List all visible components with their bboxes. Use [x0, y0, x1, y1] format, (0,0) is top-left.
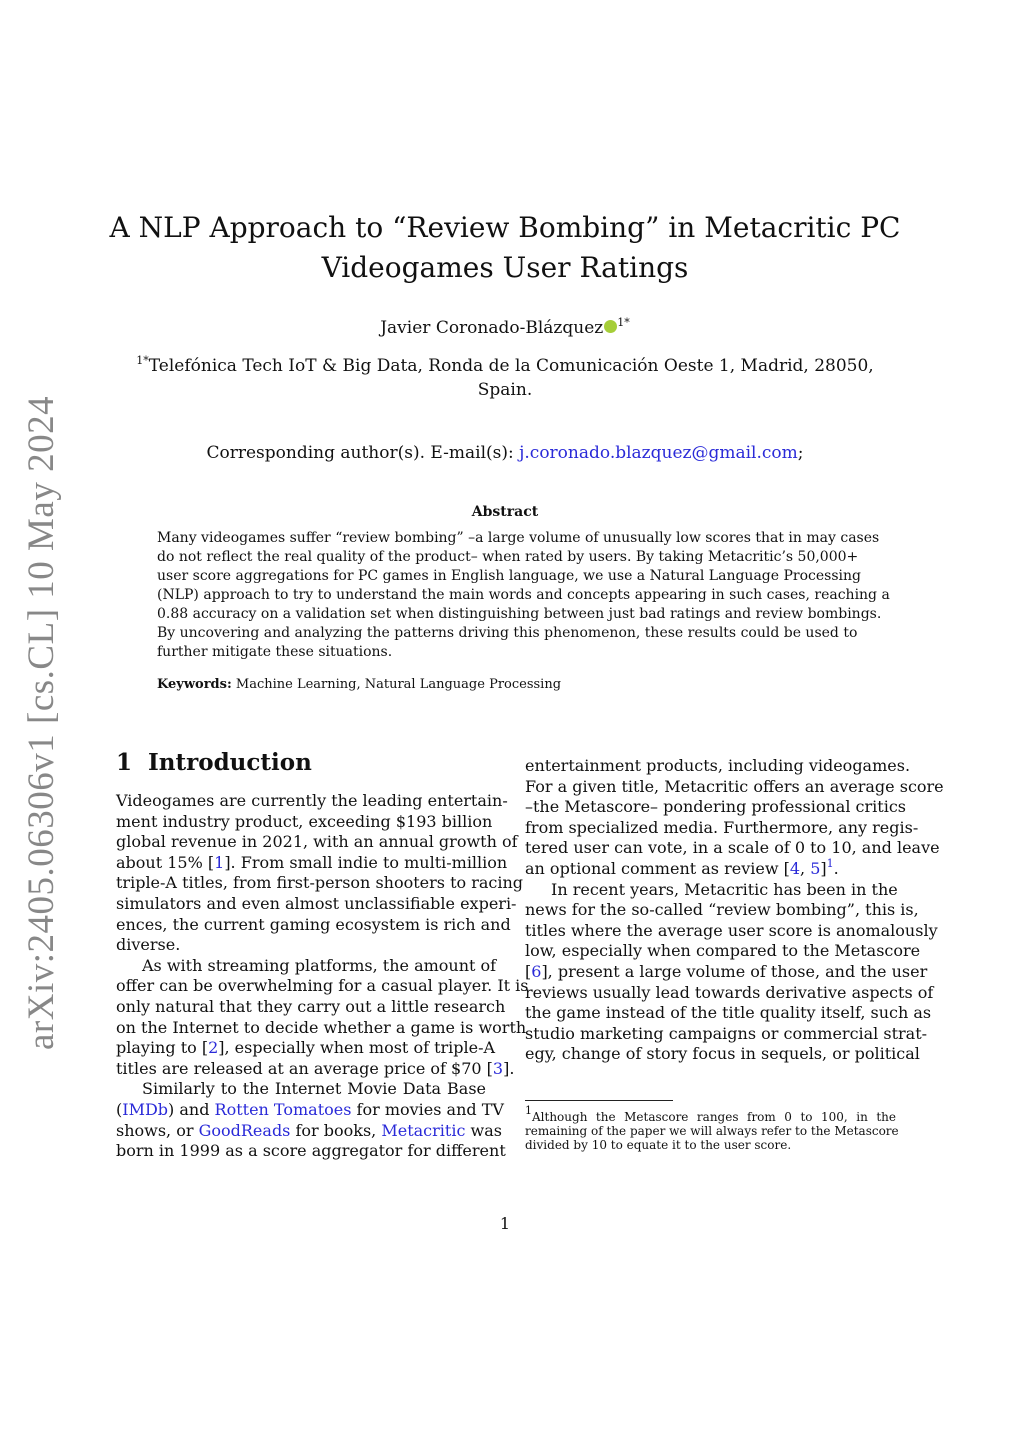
title-line-1: A NLP Approach to “Review Bombing” in Metacritic PC	[109, 211, 901, 244]
footnote-mark[interactable]: 1	[826, 856, 834, 870]
abstract-line: user score aggregations for PC games in English language, we use a Natural Language Processing	[157, 568, 861, 584]
text-line: titles where the average user score is anomalously	[525, 920, 938, 940]
text-part: titles are released at an average price of $70 [	[116, 1058, 493, 1078]
affiliation-line-1: Telefónica Tech IoT & Big Data, Ronda de la Comunicación Oeste 1, Madrid, 28050,	[148, 356, 874, 376]
left-column	[116, 791, 529, 1162]
author-mark: 1*	[617, 316, 630, 329]
text-line	[116, 1120, 502, 1142]
arxiv-identifier: arXiv:2405.06306v1 [cs.CL] 10 May 2024	[21, 395, 62, 1050]
corresponding-author	[0, 441, 1010, 465]
text-line	[116, 1038, 496, 1059]
text-part: was	[465, 1120, 502, 1140]
text-part: ], especially when most of triple-A	[218, 1038, 496, 1058]
metacritic-link[interactable]: Metacritic	[381, 1120, 466, 1140]
footnote-line: remaining of the paper we will always refer to the Metascore	[525, 1124, 899, 1138]
text-line: on the Internet to decide whether a game is worth	[116, 1017, 527, 1037]
text-line: from specialized media. Furthermore, any regis-	[525, 817, 919, 837]
orcid-icon[interactable]	[604, 320, 617, 333]
affiliation-line-2: Spain.	[477, 380, 533, 400]
text-part: Although the Metascore ranges from 0 to 100, in the	[532, 1110, 896, 1124]
text-part: about 15% [	[116, 852, 215, 872]
citation-link[interactable]: 4	[789, 858, 801, 878]
rotten-tomatoes-link[interactable]: Rotten Tomatoes	[214, 1099, 352, 1119]
goodreads-link[interactable]: GoodReads	[198, 1120, 291, 1140]
corresponding-suffix: ;	[797, 443, 804, 463]
right-column	[525, 756, 944, 1065]
abstract-body	[157, 529, 890, 662]
text-part: for books,	[290, 1120, 382, 1140]
text-part: ]	[820, 858, 827, 878]
text-line: Videogames are currently the leading entertain-	[116, 791, 508, 810]
keywords	[157, 677, 561, 692]
text-part: [	[525, 961, 532, 981]
text-line: global revenue in 2021, with an annual growth of	[116, 832, 518, 852]
text-line: –the Metascore– pondering professional critics	[525, 797, 906, 817]
keywords-label: Keywords:	[157, 677, 232, 692]
footnote-rule	[525, 1100, 673, 1101]
citation-link[interactable]: 1	[214, 852, 225, 872]
text-line: reviews usually lead towards derivative aspects of	[525, 982, 934, 1002]
imdb-link[interactable]: IMDb	[122, 1099, 169, 1119]
text-line: triple-A titles, from first-person shooters to racing	[116, 873, 524, 893]
text-line: the game instead of the title quality itself, such as	[525, 1003, 932, 1023]
citation-link[interactable]: 5	[810, 858, 821, 878]
text-line: offer can be overwhelming for a casual player. It is	[116, 976, 529, 996]
text-line	[116, 1058, 515, 1080]
footnote-line: divided by 10 to equate it to the user score.	[525, 1138, 792, 1152]
text-part: .	[833, 858, 839, 878]
text-part: ,	[800, 858, 811, 878]
text-line: For a given title, Metacritic offers an average score	[525, 776, 944, 796]
abstract-line: By uncovering and analyzing the patterns driving this phenomenon, these results could be used to	[157, 625, 858, 641]
text-line	[525, 961, 928, 983]
footnote	[525, 1104, 899, 1152]
text-line: ment industry product, exceeding $193 billion	[116, 811, 493, 831]
text-line: diverse.	[116, 935, 181, 955]
footnote-number: 1	[525, 1104, 532, 1117]
affiliation-mark: 1*	[136, 354, 149, 367]
citation-link[interactable]: 6	[531, 961, 542, 981]
footnote-line	[525, 1104, 896, 1124]
text-part: ) and	[168, 1099, 215, 1119]
affiliation	[0, 354, 1010, 402]
text-part: playing to [	[116, 1038, 209, 1058]
section-heading	[116, 749, 312, 776]
abstract-line: further mitigate these situations.	[157, 644, 393, 660]
abstract-line: (NLP) approach to try to understand the main words and concepts appearing in such cases, reaching a	[157, 587, 890, 603]
text-line: ences, the current gaming ecosystem is rich and	[116, 914, 511, 934]
author-line	[0, 316, 1010, 340]
citation-link[interactable]: 3	[492, 1058, 504, 1078]
text-line: simulators and even almost unclassifiable experi-	[116, 893, 517, 913]
abstract-heading: Abstract	[471, 504, 539, 520]
text-part: ], present a large volume of those, and the user	[541, 961, 928, 981]
text-line: entertainment products, including videogames.	[525, 756, 911, 775]
text-line: born in 1999 as a score aggregator for different	[116, 1141, 506, 1161]
text-part: (	[116, 1099, 123, 1119]
text-part: ].	[503, 1058, 515, 1078]
text-part: an optional comment as review [	[525, 858, 790, 878]
text-line: news for the so-called “review bombing”, this is,	[525, 900, 919, 920]
section-title: Introduction	[148, 749, 312, 776]
corresponding-label: Corresponding author(s). E-mail(s):	[206, 443, 520, 463]
text-line	[116, 852, 508, 874]
text-line: low, especially when compared to the Metascore	[525, 941, 921, 961]
text-part: ]. From small indie to multi-million	[224, 852, 508, 872]
text-line: As with streaming platforms, the amount of	[142, 955, 497, 975]
text-line	[116, 1099, 504, 1121]
text-line: Similarly to the Internet Movie Data Base	[142, 1079, 486, 1099]
paper-title	[0, 208, 1010, 288]
keywords-text: Machine Learning, Natural Language Processing	[231, 677, 562, 692]
text-line: only natural that they carry out a little research	[116, 996, 506, 1016]
abstract-line: Many videogames suffer “review bombing” –a large volume of unusually low scores that in may cases	[157, 530, 880, 546]
author-name: Javier Coronado-Blázquez	[380, 318, 604, 338]
email-link[interactable]: j.coronado.blazquez@gmail.com	[519, 443, 798, 463]
abstract-line: do not reflect the real quality of the product– when rated by users. By taking Metacritic’s 50,000+	[157, 549, 859, 565]
page-number: 1	[499, 1214, 511, 1233]
citation-link[interactable]: 2	[208, 1038, 219, 1058]
text-line	[525, 856, 896, 880]
title-line-2: Videogames User Ratings	[321, 251, 689, 284]
text-line: studio marketing campaigns or commercial strat-	[525, 1023, 928, 1043]
section-number: 1	[116, 749, 133, 776]
text-line: In recent years, Metacritic has been in the	[551, 879, 898, 899]
text-part: shows, or	[116, 1120, 199, 1140]
text-line: egy, change of story focus in sequels, or political	[525, 1044, 920, 1064]
abstract-line: 0.88 accuracy on a validation set when distinguishing between just bad ratings and review bombings.	[157, 606, 882, 622]
text-line: tered user can vote, in a scale of 0 to 10, and leave	[525, 838, 940, 858]
text-part: for movies and TV	[351, 1099, 504, 1119]
